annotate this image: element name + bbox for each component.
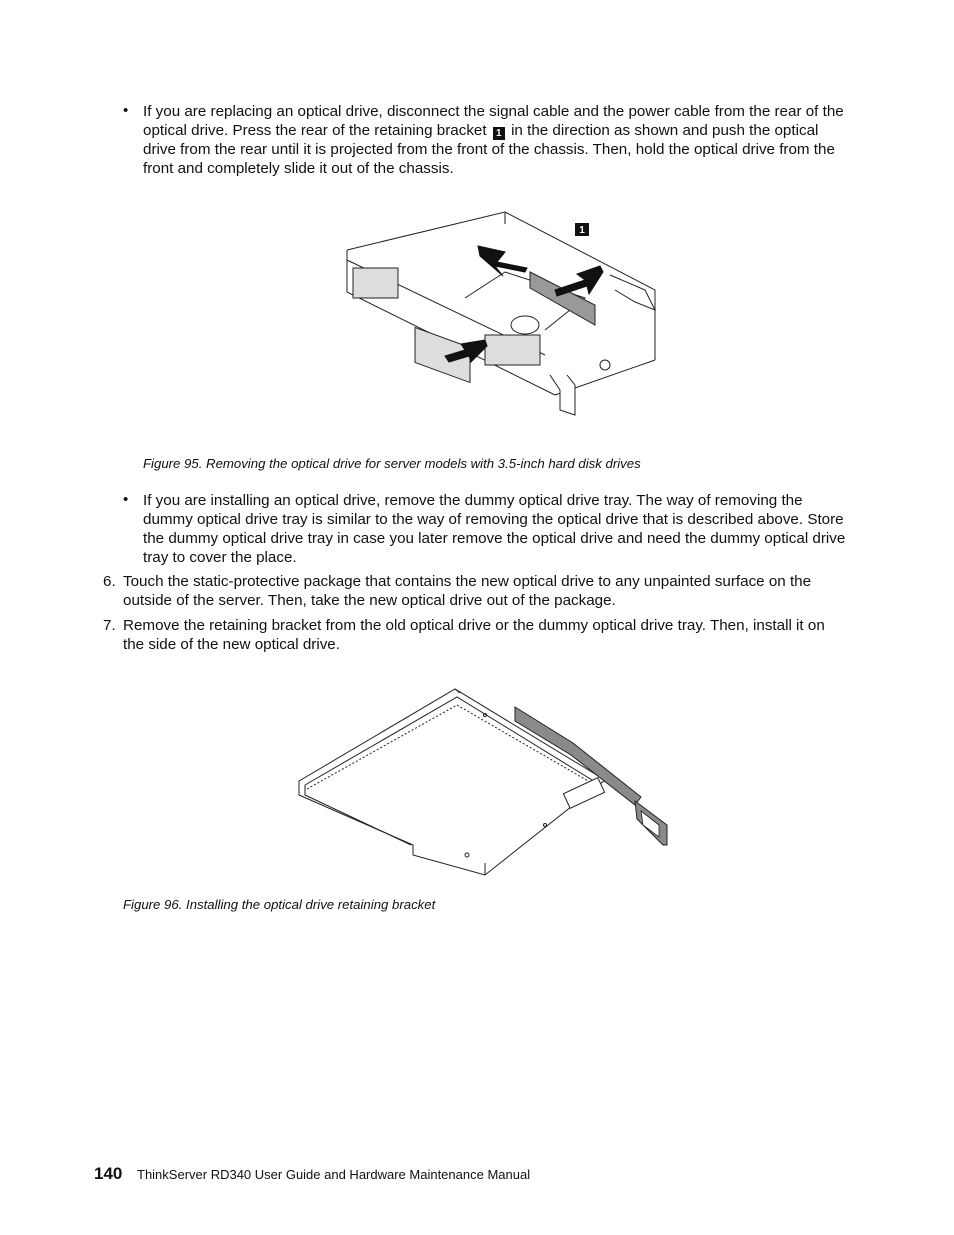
step-7-text: Remove the retaining bracket from the old optical drive or the dummy optical drive tray. Then, install it on the side of the new optical drive. bbox=[123, 617, 825, 653]
bullet-replacing-optical-drive bbox=[143, 102, 848, 178]
document-title: ThinkServer RD340 User Guide and Hardware Maintenance Manual bbox=[137, 1167, 531, 1182]
figure-95-callout: 1 bbox=[579, 225, 585, 236]
page-number: 140 bbox=[94, 1164, 123, 1183]
bullet-marker: • bbox=[123, 491, 129, 508]
figure-96-caption: Figure 96. Installing the optical drive retaining bracket bbox=[123, 897, 436, 912]
bullet-installing-optical-drive: If you are installing an optical drive, remove the dummy optical drive tray. The way of removing the dummy optical drive tray is similar to the way of removing the optical drive that is described above. Store the dummy optical drive tray in case you later remove the optical drive and need the dummy optical drive tray to cover the place. bbox=[143, 492, 846, 566]
bullet-text-part2: in the direction as shown and push the optical drive from the rear until it is projected from the front of the chassis. Then, hold the optical drive from the front and completely slide it out of the chassis. bbox=[143, 122, 835, 177]
figure-95-caption: Figure 95. Removing the optical drive for server models with 3.5-inch hard disk drives bbox=[143, 456, 641, 471]
step-number: 6. bbox=[103, 573, 116, 590]
bullet-marker: • bbox=[123, 102, 129, 119]
step-number: 7. bbox=[103, 617, 116, 634]
bullet-text-part1: If you are replacing an optical drive, disconnect the signal cable and the power cable from the rear of the optical drive. Press the rear of the retaining bracket bbox=[143, 103, 844, 139]
step-6-text: Touch the static-protective package that contains the new optical drive to any unpainted surface on the outside of the server. Then, take the new optical drive out of the package. bbox=[123, 573, 812, 609]
callout-marker: 1 bbox=[493, 127, 505, 140]
figure-96-illustration bbox=[295, 685, 675, 885]
figure-95-illustration bbox=[345, 210, 665, 420]
